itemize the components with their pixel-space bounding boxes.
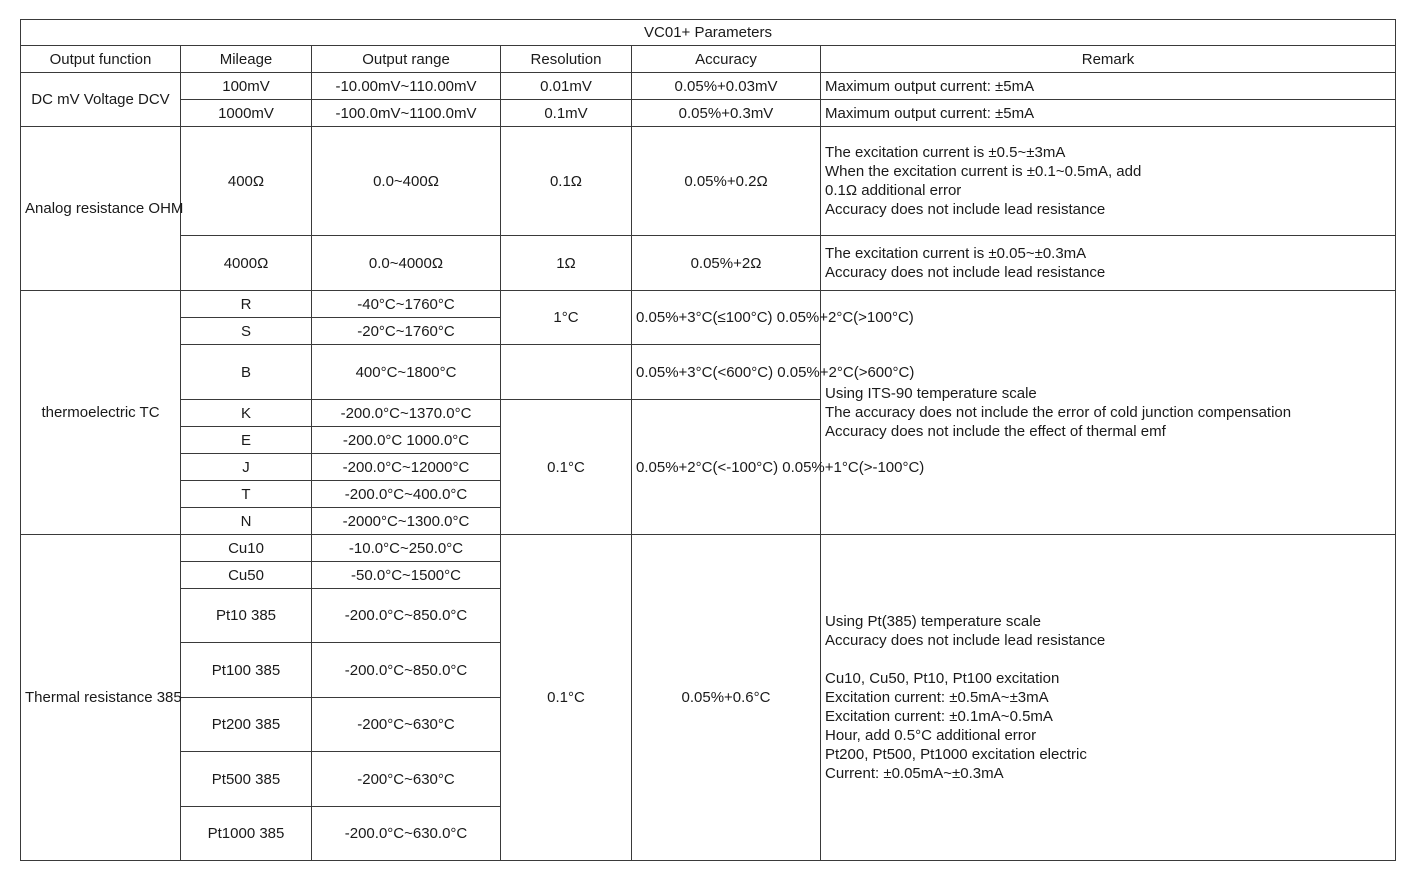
table-title: VC01+ Parameters — [21, 20, 1396, 46]
resolution-cell: 0.01mV — [501, 73, 632, 100]
mileage-cell: 1000mV — [181, 100, 312, 127]
remark-cell: Using ITS-90 temperature scale The accuracy does not include the error of cold junction compensation Accuracy does not include the effect of thermal emf — [821, 291, 1396, 535]
accuracy-cell: 0.05%+0.2Ω — [632, 127, 821, 236]
range-cell: -200.0°C~1370.0°C — [312, 400, 501, 427]
mileage-cell: Pt500 385 — [181, 752, 312, 807]
resolution-cell: 0.1°C — [501, 535, 632, 861]
accuracy-cell: 0.05%+3°C(<600°C) 0.05%+2°C(>600°C) — [632, 345, 821, 400]
range-cell: -2000°C~1300.0°C — [312, 508, 501, 535]
mileage-cell: J — [181, 454, 312, 481]
mileage-cell: Pt200 385 — [181, 698, 312, 752]
accuracy-cell: 0.05%+0.3mV — [632, 100, 821, 127]
table-row — [21, 291, 1396, 318]
mileage-cell: Pt1000 385 — [181, 807, 312, 861]
header-output-range: Output range — [312, 46, 501, 73]
range-cell: 0.0~4000Ω — [312, 236, 501, 291]
table-row — [21, 73, 1396, 100]
header-row — [21, 46, 1396, 73]
accuracy-cell: 0.05%+2Ω — [632, 236, 821, 291]
range-cell: -10.00mV~110.00mV — [312, 73, 501, 100]
mileage-cell: 100mV — [181, 73, 312, 100]
function-tc: thermoelectric TC — [21, 291, 181, 535]
remark-cell: Using Pt(385) temperature scale Accuracy does not include lead resistance Cu10, Cu50, Pt10, Pt100 excitation Excitation current: ±0.5mA~±3mA Excitation current: ±0.1mA~0.5mA Hour, add 0.5°C additional error Pt200, Pt500, Pt1000 excitation electric Current: ±0.05mA~±0.3mA — [821, 535, 1396, 861]
resolution-cell: 1°C — [501, 291, 632, 345]
range-cell: -200.0°C~630.0°C — [312, 807, 501, 861]
accuracy-cell: 0.05%+2°C(<-100°C) 0.05%+1°C(>-100°C) — [632, 400, 821, 535]
function-dcv: DC mV Voltage DCV — [21, 73, 181, 127]
mileage-cell: T — [181, 481, 312, 508]
table-row — [21, 535, 1396, 562]
resolution-cell: 0.1°C — [501, 400, 632, 535]
resolution-cell: 0.1Ω — [501, 127, 632, 236]
function-rtd: Thermal resistance 385 — [21, 535, 181, 861]
parameters-table — [20, 19, 1396, 861]
range-cell: -100.0mV~1100.0mV — [312, 100, 501, 127]
range-cell: -200°C~630°C — [312, 698, 501, 752]
range-cell: -200.0°C~850.0°C — [312, 643, 501, 698]
function-ohm: Analog resistance OHM — [21, 127, 181, 291]
header-resolution: Resolution — [501, 46, 632, 73]
mileage-cell: B — [181, 345, 312, 400]
range-cell: -200°C~630°C — [312, 752, 501, 807]
range-cell: -200.0°C 1000.0°C — [312, 427, 501, 454]
range-cell: -200.0°C~400.0°C — [312, 481, 501, 508]
accuracy-cell: 0.05%+0.03mV — [632, 73, 821, 100]
range-cell: -50.0°C~1500°C — [312, 562, 501, 589]
remark-cell: The excitation current is ±0.5~±3mA When the excitation current is ±0.1~0.5mA, add 0.1Ω additional error Accuracy does not include lead resistance — [821, 127, 1396, 236]
header-mileage: Mileage — [181, 46, 312, 73]
resolution-cell: 1Ω — [501, 236, 632, 291]
mileage-cell: Cu50 — [181, 562, 312, 589]
mileage-cell: N — [181, 508, 312, 535]
mileage-cell: Pt10 385 — [181, 589, 312, 643]
range-cell: -10.0°C~250.0°C — [312, 535, 501, 562]
mileage-cell: E — [181, 427, 312, 454]
mileage-cell: Pt100 385 — [181, 643, 312, 698]
accuracy-cell: 0.05%+0.6°C — [632, 535, 821, 861]
header-remark: Remark — [821, 46, 1396, 73]
mileage-cell: Cu10 — [181, 535, 312, 562]
range-cell: -20°C~1760°C — [312, 318, 501, 345]
title-row — [21, 20, 1396, 46]
resolution-cell — [501, 345, 632, 400]
range-cell: -200.0°C~12000°C — [312, 454, 501, 481]
table-row — [21, 127, 1396, 236]
header-accuracy: Accuracy — [632, 46, 821, 73]
remark-cell: Maximum output current: ±5mA — [821, 100, 1396, 127]
accuracy-cell: 0.05%+3°C(≤100°C) 0.05%+2°C(>100°C) — [632, 291, 821, 345]
table-row — [21, 236, 1396, 291]
table-row — [21, 100, 1396, 127]
header-output-function: Output function — [21, 46, 181, 73]
range-cell: -40°C~1760°C — [312, 291, 501, 318]
remark-cell: Maximum output current: ±5mA — [821, 73, 1396, 100]
range-cell: -200.0°C~850.0°C — [312, 589, 501, 643]
resolution-cell: 0.1mV — [501, 100, 632, 127]
mileage-cell: 4000Ω — [181, 236, 312, 291]
range-cell: 400°C~1800°C — [312, 345, 501, 400]
mileage-cell: R — [181, 291, 312, 318]
mileage-cell: K — [181, 400, 312, 427]
mileage-cell: S — [181, 318, 312, 345]
remark-cell: The excitation current is ±0.05~±0.3mA Accuracy does not include lead resistance — [821, 236, 1396, 291]
range-cell: 0.0~400Ω — [312, 127, 501, 236]
mileage-cell: 400Ω — [181, 127, 312, 236]
